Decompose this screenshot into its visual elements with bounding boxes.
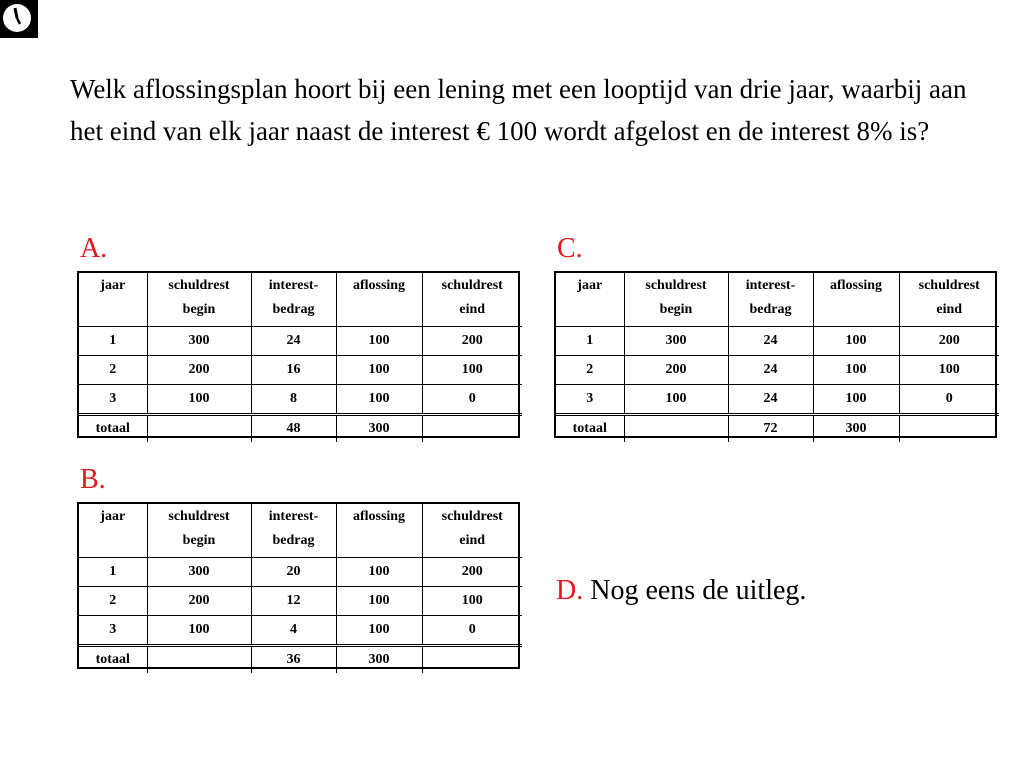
column-header-line: jaar [100,278,126,293]
table-row [556,327,999,356]
total-cell: totaal [95,421,130,436]
column-header [813,273,899,327]
option-d-text: Nog eens de uitleg. [590,575,807,606]
clock-icon [0,0,38,38]
column-header-line: jaar [577,278,603,293]
table-cell: 1 [79,327,147,356]
table-header-row [79,273,522,327]
column-header [251,273,336,327]
column-header-line: aflossing [352,509,406,524]
column-header-line: aflossing [829,278,883,293]
table-cell: 0 [422,616,522,646]
column-header-line: bedrag [749,302,792,317]
table-cell: 200 [624,356,728,385]
table-row [79,327,522,356]
table-cell: 100 [147,616,251,646]
column-header [422,504,522,558]
column-header-line: jaar [100,509,126,524]
amortization-table [556,273,999,442]
table-row [79,558,522,587]
table-cell: 0 [422,385,522,415]
table-cell: 100 [336,616,422,646]
total-cell [147,646,251,674]
table-cell: 24 [251,327,336,356]
total-cell: 36 [251,646,336,674]
table-cell: 20 [251,558,336,587]
column-header [336,504,422,558]
column-header [422,273,522,327]
table-cell: 100 [624,385,728,415]
column-header-line: eind [459,302,486,317]
table-cell: 4 [251,616,336,646]
table-cell: 100 [813,356,899,385]
table-header-row [79,504,522,558]
column-header-line: schuldrest [168,509,230,524]
table-header-row [556,273,999,327]
column-header-line: interest- [268,509,319,524]
table-cell: 300 [147,558,251,587]
table-cell: 100 [336,587,422,616]
column-header-line: begin [182,533,216,548]
column-header [251,504,336,558]
column-header-line: schuldrest [441,278,503,293]
option-a-label[interactable]: A. [80,233,108,264]
column-header-line: schuldrest [168,278,230,293]
total-cell: 300 [813,415,899,443]
column-header-line: interest- [268,278,319,293]
column-header [336,273,422,327]
table-cell: 100 [336,558,422,587]
table-cell: 8 [251,385,336,415]
table-cell: 200 [899,327,999,356]
total-cell: 72 [728,415,813,443]
total-cell: 300 [336,646,422,674]
column-header-line: begin [182,302,216,317]
total-cell [147,415,251,443]
column-header [624,273,728,327]
table-cell: 3 [556,385,624,415]
total-cell: 300 [336,415,422,443]
option-d-label: D. [556,575,584,606]
table-cell: 200 [147,356,251,385]
table-cell: 100 [899,356,999,385]
column-header-line: interest- [745,278,796,293]
column-header-line: bedrag [272,533,315,548]
table-cell: 2 [556,356,624,385]
column-header-line: aflossing [352,278,406,293]
table-cell: 100 [336,356,422,385]
table-cell: 3 [79,616,147,646]
total-row [79,646,522,674]
table-row [79,356,522,385]
column-header [556,273,624,327]
table-row [79,587,522,616]
table-cell: 24 [728,385,813,415]
column-header [147,504,251,558]
question-text: Welk aflossingsplan hoort bij een lening met een looptijd van drie jaar, waarbij aan het eind van elk jaar naast de interest € 100 wordt afgelost en de interest 8% is? [70,74,967,146]
table-cell: 300 [147,327,251,356]
table-cell: 16 [251,356,336,385]
column-header-line: begin [659,302,693,317]
table-row [556,356,999,385]
table-cell: 300 [624,327,728,356]
column-header [147,273,251,327]
amortization-table [79,504,522,673]
table-cell: 24 [728,327,813,356]
table-cell: 100 [422,587,522,616]
option-a-table[interactable] [77,271,520,438]
column-header-line: eind [459,533,486,548]
table-cell: 200 [147,587,251,616]
option-d[interactable] [556,573,806,609]
total-cell [422,415,522,443]
total-row [556,415,999,443]
option-b-label[interactable]: B. [80,464,106,495]
table-cell: 2 [79,356,147,385]
column-header [79,504,147,558]
table-cell: 100 [813,327,899,356]
table-cell: 24 [728,356,813,385]
column-header [79,273,147,327]
table-cell: 1 [556,327,624,356]
column-header-line: schuldrest [918,278,980,293]
table-row [79,385,522,415]
table-row [79,616,522,646]
total-cell: totaal [572,421,607,436]
table-cell: 1 [79,558,147,587]
column-header-line: schuldrest [441,509,503,524]
total-cell [899,415,999,443]
table-cell: 100 [813,385,899,415]
column-header [728,273,813,327]
table-cell: 100 [147,385,251,415]
column-header [899,273,999,327]
column-header-line: schuldrest [645,278,707,293]
column-header-line: eind [936,302,963,317]
total-cell [624,415,728,443]
table-cell: 0 [899,385,999,415]
total-row [79,415,522,443]
total-cell: totaal [95,652,130,667]
total-cell [422,646,522,674]
table-cell: 200 [422,327,522,356]
option-c-label[interactable]: C. [557,233,583,264]
amortization-table [79,273,522,442]
table-cell: 12 [251,587,336,616]
column-header-line: bedrag [272,302,315,317]
option-c-table[interactable] [554,271,997,438]
table-cell: 3 [79,385,147,415]
table-cell: 200 [422,558,522,587]
option-b-table[interactable] [77,502,520,669]
table-cell: 2 [79,587,147,616]
table-cell: 100 [336,327,422,356]
total-cell: 48 [251,415,336,443]
table-cell: 100 [336,385,422,415]
table-row [556,385,999,415]
table-cell: 100 [422,356,522,385]
